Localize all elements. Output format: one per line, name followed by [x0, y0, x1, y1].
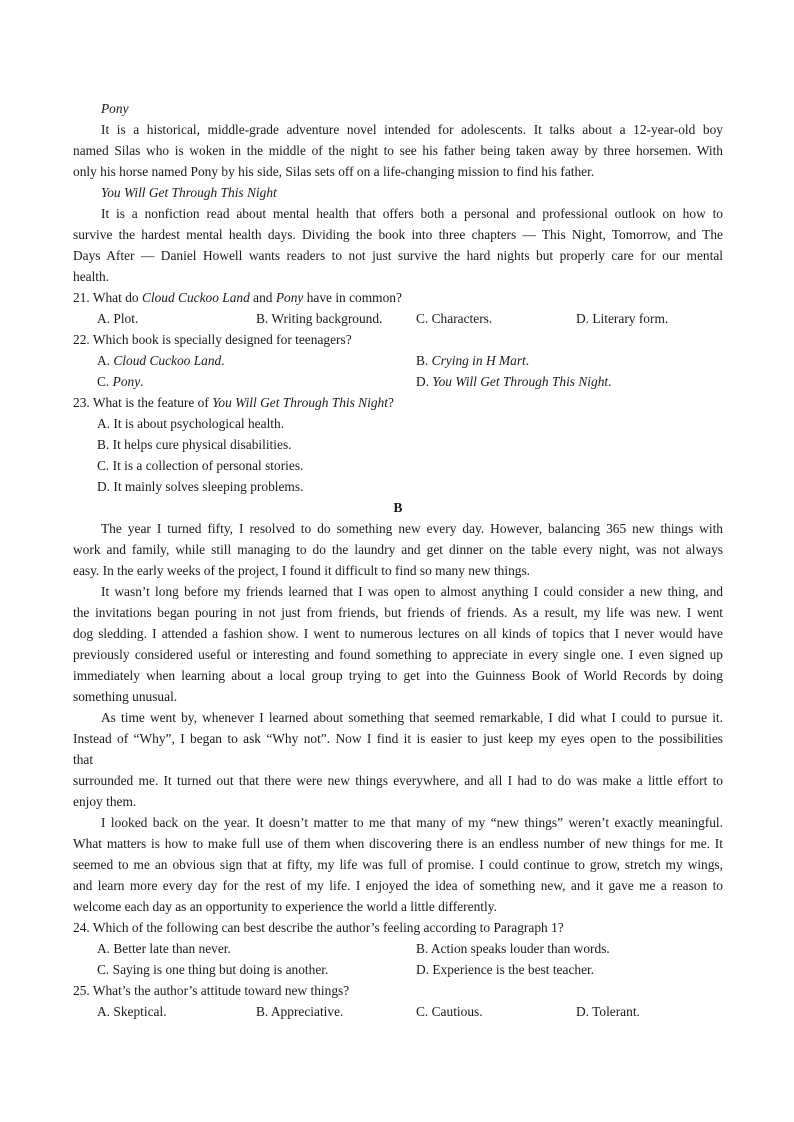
option-a: A. Skeptical. — [97, 1004, 167, 1019]
option-d: D. It mainly solves sleeping problems. — [97, 479, 304, 494]
paragraph-line: easy. In the early weeks of the project, I found it difficult to find so many new things. — [73, 563, 531, 578]
option-b: B. Writing background. — [256, 311, 383, 326]
night-desc-line: survive the hardest mental health days. Dividing the book into three chapters — This Night, Tomorrow, and The — [73, 227, 723, 242]
document-page — [73, 98, 723, 1022]
option-d: D. You Will Get Through This Night. — [416, 374, 612, 389]
paragraph-line: surrounded me. It turned out that there were new things everywhere, and all I had to do was make a little effort to — [73, 773, 723, 788]
option-d: D. Tolerant. — [576, 1004, 640, 1019]
question-24-stem: 24. Which of the following can best describe the author’s feeling according to Paragraph 1? — [73, 920, 564, 935]
option-b: B. It helps cure physical disabilities. — [97, 437, 292, 452]
option-c: C. Pony. — [97, 374, 144, 389]
paragraph-line: enjoy them. — [73, 794, 137, 809]
question-22-options-row1 — [73, 350, 723, 371]
section-heading-b: B — [393, 500, 403, 515]
night-desc-line: health. — [73, 269, 110, 284]
option-a: A. It is about psychological health. — [97, 416, 285, 431]
night-desc-line: Days After — Daniel Howell wants readers to not just survive the hard nights but properly care for our mental — [73, 248, 723, 263]
paragraph-line: As time went by, whenever I learned about something that seemed remarkable, I did what I could to pursue it. — [101, 710, 723, 725]
option-c: C. It is a collection of personal stories. — [97, 458, 304, 473]
question-24-options-row1 — [73, 938, 723, 959]
question-25-options — [73, 1001, 723, 1022]
paragraph-line: I looked back on the year. It doesn’t matter to me that many of my “new things” weren’t exactly meaningful. — [101, 815, 723, 830]
paragraph-line: seemed to me an obvious sign that at fifty, my life was full of promise. I could continue to grow, stretch my wings, — [73, 857, 723, 872]
book-title-pony: Pony — [101, 101, 129, 116]
paragraph-line: that — [73, 752, 94, 767]
question-21-options — [73, 308, 723, 329]
question-21-stem: 21. What do Cloud Cuckoo Land and Pony have in common? — [73, 290, 402, 305]
night-desc-line: It is a nonfiction read about mental health that offers both a personal and professional outlook on how to — [101, 206, 723, 221]
pony-desc-line: It is a historical, middle-grade adventure novel intended for adolescents. It talks about a 12-year-old boy — [101, 122, 723, 137]
paragraph-line: What matters is how to make full use of them when discovering there is an endless number of new things for me. It — [73, 836, 723, 851]
paragraph-line: and learn more every day for the rest of my life. I enjoyed the idea of something new, and it gave me a reason to — [73, 878, 723, 893]
option-b: B. Action speaks louder than words. — [416, 941, 610, 956]
paragraph-line: It wasn’t long before my friends learned that I was open to almost anything I could consider a new thing, and — [101, 584, 723, 599]
option-c: C. Cautious. — [416, 1004, 483, 1019]
question-24-options-row2 — [73, 959, 723, 980]
paragraph-line: The year I turned fifty, I resolved to do something new every day. However, balancing 365 new things with — [101, 521, 723, 536]
question-22-options-row2 — [73, 371, 723, 392]
option-a: A. Plot. — [97, 311, 139, 326]
pony-desc-line: only his horse named Pony by his side, Silas sets off on a life-changing mission to find his father. — [73, 164, 595, 179]
paragraph-line: the invitations began pouring in not just from friends, but friends of friends. As a result, my life was new. I went — [73, 605, 723, 620]
question-23-stem: 23. What is the feature of You Will Get Through This Night? — [73, 395, 394, 410]
option-d: D. Literary form. — [576, 311, 669, 326]
option-c: C. Characters. — [416, 311, 493, 326]
option-c: C. Saying is one thing but doing is another. — [97, 962, 329, 977]
option-a: A. Better late than never. — [97, 941, 231, 956]
paragraph-line: work and family, while still managing to do the laundry and get dinner on the table every night, was not always — [73, 542, 723, 557]
option-b: B. Appreciative. — [256, 1004, 344, 1019]
question-25-stem: 25. What’s the author’s attitude toward new things? — [73, 983, 350, 998]
paragraph-line: immediately when learning about a local group trying to get into the Guinness Book of World Records by doing — [73, 668, 723, 683]
paragraph-line: something unusual. — [73, 689, 178, 704]
book-title-night: You Will Get Through This Night — [101, 185, 277, 200]
paragraph-line: dog sledding. I attended a fashion show. I went to numerous lectures on all kinds of topics that I never would have — [73, 626, 723, 641]
pony-desc-line: named Silas who is woken in the middle of the night to see his father being taken away by three horsemen. With — [73, 143, 723, 158]
option-d: D. Experience is the best teacher. — [416, 962, 595, 977]
paragraph-line: Instead of “Why”, I began to ask “Why not”. Now I find it is easier to just keep my eyes open to the possibilities — [73, 731, 723, 746]
option-b: B. Crying in H Mart. — [416, 353, 530, 368]
paragraph-line: welcome each day as an opportunity to experience the world a little differently. — [73, 899, 497, 914]
paragraph-line: previously considered useful or interesting and found something to appreciate in every single one. I even signed up — [73, 647, 723, 662]
option-a: A. Cloud Cuckoo Land. — [97, 353, 225, 368]
question-22-stem: 22. Which book is specially designed for teenagers? — [73, 332, 352, 347]
